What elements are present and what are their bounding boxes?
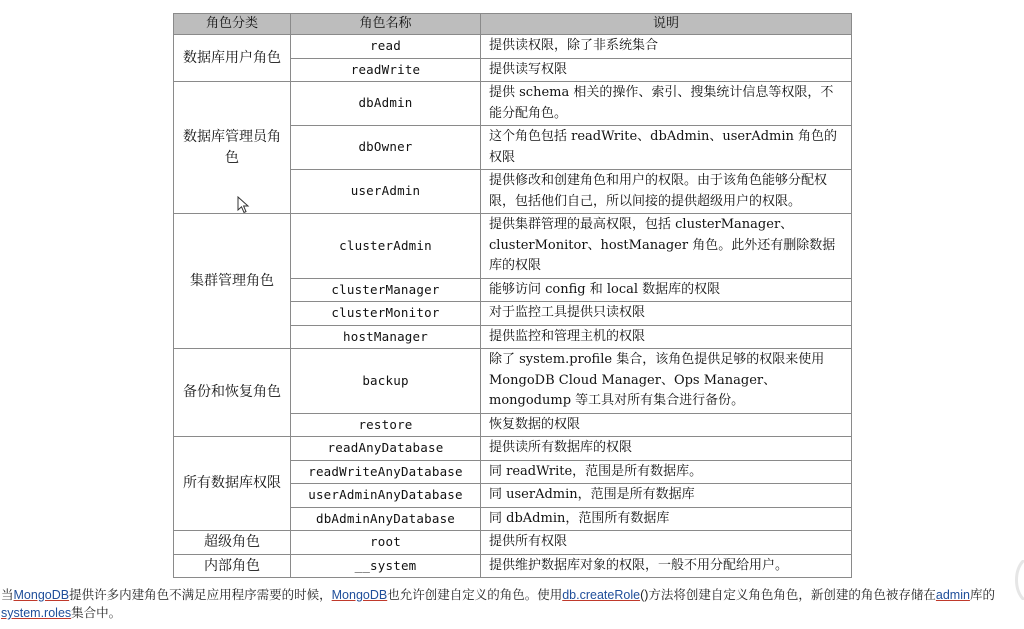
footnote-term-createrole: db.createRole <box>562 588 641 602</box>
role-name-cell: readWrite <box>291 58 481 82</box>
table-row <box>174 554 852 578</box>
header-category: 角色分类 <box>174 14 291 35</box>
role-description-cell: 提供所有权限 <box>481 531 852 555</box>
role-name-cell: clusterAdmin <box>291 214 481 279</box>
role-description-cell: 这个角色包括 readWrite、dbAdmin、userAdmin 角色的权限 <box>481 126 852 170</box>
role-name-cell: dbAdmin <box>291 82 481 126</box>
roles-table <box>173 13 852 578</box>
role-name-cell: dbAdminAnyDatabase <box>291 507 481 531</box>
role-description-cell: 除了 system.profile 集合，该角色提供足够的权限来使用 MongoDB Cloud Manager、Ops Manager、mongodump 等工具对所有集合进行备份。 <box>481 349 852 414</box>
role-category-cell: 内部角色 <box>174 554 291 578</box>
table-row <box>174 214 852 279</box>
role-name-cell: readAnyDatabase <box>291 437 481 461</box>
table-row <box>174 82 852 126</box>
footnote-term-admin: admin <box>935 588 970 602</box>
roles-table-body <box>174 35 852 578</box>
table-row <box>174 35 852 59</box>
footnote-term-mongodb: MongoDB <box>13 588 70 602</box>
footnote-text: 库的 <box>969 588 995 602</box>
table-row <box>174 531 852 555</box>
role-name-cell: userAdmin <box>291 170 481 214</box>
footnote-paragraph <box>1 586 1017 622</box>
role-description-cell: 提供读所有数据库的权限 <box>481 437 852 461</box>
role-description-cell: 提供监控和管理主机的权限 <box>481 325 852 349</box>
role-name-cell: __system <box>291 554 481 578</box>
role-description-cell: 恢复数据的权限 <box>481 413 852 437</box>
role-description-cell: 同 userAdmin，范围是所有数据库 <box>481 484 852 508</box>
header-role-name: 角色名称 <box>291 14 481 35</box>
footnote-text: ()方法将创建自定义角色角色，新创建的角色被存储在 <box>640 588 936 602</box>
role-description-cell: 提供集群管理的最高权限，包括 clusterManager、clusterMonitor、hostManager 角色。此外还有删除数据库的权限 <box>481 214 852 279</box>
role-name-cell: userAdminAnyDatabase <box>291 484 481 508</box>
role-description-cell: 对于监控工具提供只读权限 <box>481 302 852 326</box>
footnote-text: 当 <box>1 588 14 602</box>
table-row <box>174 349 852 414</box>
table-header-row <box>174 14 852 35</box>
role-category-cell: 备份和恢复角色 <box>174 349 291 437</box>
role-name-cell: backup <box>291 349 481 414</box>
role-name-cell: hostManager <box>291 325 481 349</box>
role-description-cell: 提供维护数据库对象的权限，一般不用分配给用户。 <box>481 554 852 578</box>
footnote-term-mongodb: MongoDB <box>331 588 388 602</box>
role-description-cell: 能够访问 config 和 local 数据库的权限 <box>481 278 852 302</box>
footnote-text: 也允许创建自定义的角色。使用 <box>387 588 563 602</box>
page-curl-icon <box>1010 560 1024 600</box>
role-name-cell: root <box>291 531 481 555</box>
footnote-term-system-roles: system.roles <box>1 606 72 620</box>
role-description-cell: 同 dbAdmin，范围所有数据库 <box>481 507 852 531</box>
footnote-text: 提供许多内建角色不满足应用程序需要的时候， <box>69 588 332 602</box>
role-category-cell: 数据库用户角色 <box>174 35 291 82</box>
role-category-cell: 超级角色 <box>174 531 291 555</box>
role-description-cell: 同 readWrite，范围是所有数据库。 <box>481 460 852 484</box>
table-row <box>174 437 852 461</box>
role-description-cell: 提供读权限，除了非系统集合 <box>481 35 852 59</box>
role-description-cell: 提供 schema 相关的操作、索引、搜集统计信息等权限，不能分配角色。 <box>481 82 852 126</box>
role-name-cell: read <box>291 35 481 59</box>
role-name-cell: restore <box>291 413 481 437</box>
role-category-cell: 数据库管理员角色 <box>174 82 291 214</box>
role-description-cell: 提供读写权限 <box>481 58 852 82</box>
role-category-cell: 所有数据库权限 <box>174 437 291 531</box>
role-name-cell: readWriteAnyDatabase <box>291 460 481 484</box>
role-name-cell: clusterManager <box>291 278 481 302</box>
role-name-cell: dbOwner <box>291 126 481 170</box>
role-category-cell: 集群管理角色 <box>174 214 291 349</box>
header-description: 说明 <box>481 14 852 35</box>
role-description-cell: 提供修改和创建角色和用户的权限。由于该角色能够分配权限，包括他们自己，所以间接的提供超级用户的权限。 <box>481 170 852 214</box>
role-name-cell: clusterMonitor <box>291 302 481 326</box>
mouse-cursor-icon <box>237 196 251 214</box>
footnote-text: 集合中。 <box>71 606 122 620</box>
